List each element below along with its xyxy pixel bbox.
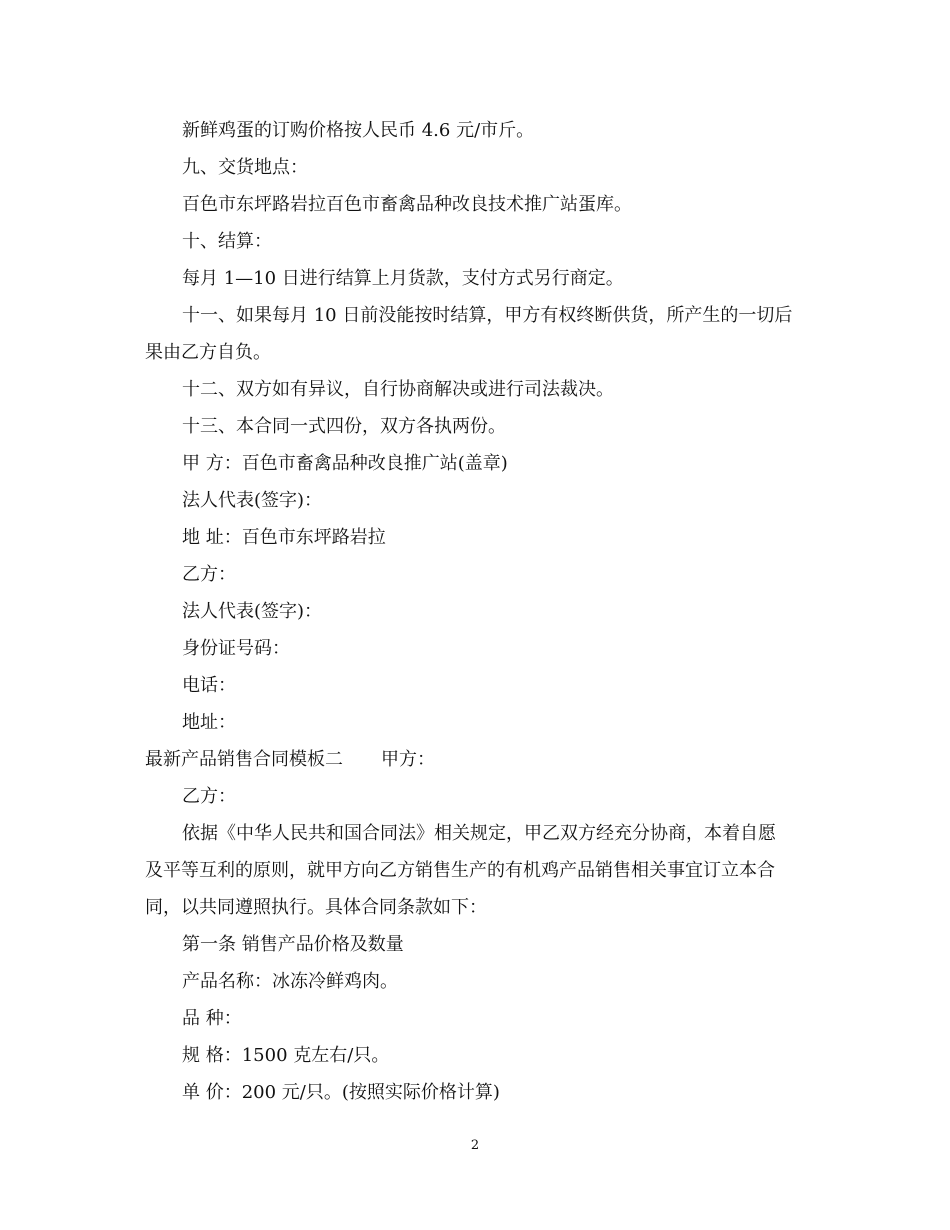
text-line-id-number: 身份证号码： (182, 638, 290, 659)
text-line-variety: 品 种： (182, 1008, 242, 1029)
text-line-intro-2: 及平等互利的原则，就甲方向乙方销售生产的有机鸡产品销售相关事宜订立本合 (145, 860, 775, 881)
text-line-clause-13: 十三、本合同一式四份，双方各执两份。 (182, 416, 506, 437)
text-line-party-a: 甲 方：百色市畜禽品种改良推广站(盖章) (182, 453, 508, 474)
text-line-party-b: 乙方： (182, 564, 236, 585)
text-line-specification: 规 格：1500 克左右/只。 (182, 1045, 390, 1066)
text-line-delivery-heading: 九、交货地点： (182, 157, 308, 178)
text-line-intro-3: 同，以共同遵照执行。具体合同条款如下： (145, 897, 487, 918)
text-line-settlement: 每月 1—10 日进行结算上月货款，支付方式另行商定。 (182, 268, 624, 289)
text-line-settlement-heading: 十、结算： (182, 231, 272, 252)
text-line-clause-12: 十二、双方如有异议，自行协商解决或进行司法裁决。 (182, 379, 614, 400)
text-line-phone: 电话： (182, 675, 236, 696)
text-line-template-title (145, 749, 815, 771)
text-line-legal-rep-a: 法人代表(签字)： (182, 490, 323, 511)
text-line-clause-11: 十一、如果每月 10 日前没能按时结算，甲方有权终断供货，所产生的一切后 (182, 305, 793, 326)
page-number: 2 (470, 1138, 480, 1153)
text-line-product-name: 产品名称：冰冻冷鲜鸡肉。 (182, 971, 398, 992)
text-line-clause-11-cont: 果由乙方自负。 (145, 342, 271, 363)
text-line-intro-1: 依据《中华人民共和国合同法》相关规定，甲乙双方经充分协商，本着自愿 (182, 823, 776, 844)
text-line-price: 新鲜鸡蛋的订购价格按人民币 4.6 元/市斤。 (182, 120, 535, 141)
text-line-article-1: 第一条 销售产品价格及数量 (182, 934, 404, 955)
text-line-unit-price: 单 价：200 元/只。(按照实际价格计算) (182, 1082, 500, 1103)
template-party-a: 甲方： (381, 749, 435, 770)
text-line-address-b: 地址： (182, 712, 236, 733)
template-title: 最新产品销售合同模板二 (145, 749, 343, 770)
text-line-address-a: 地 址：百色市东坪路岩拉 (182, 527, 386, 548)
text-line-legal-rep-b: 法人代表(签字)： (182, 601, 323, 622)
text-line-template-party-b: 乙方： (182, 786, 236, 807)
text-line-delivery-place: 百色市东坪路岩拉百色市畜禽品种改良技术推广站蛋库。 (182, 194, 632, 215)
